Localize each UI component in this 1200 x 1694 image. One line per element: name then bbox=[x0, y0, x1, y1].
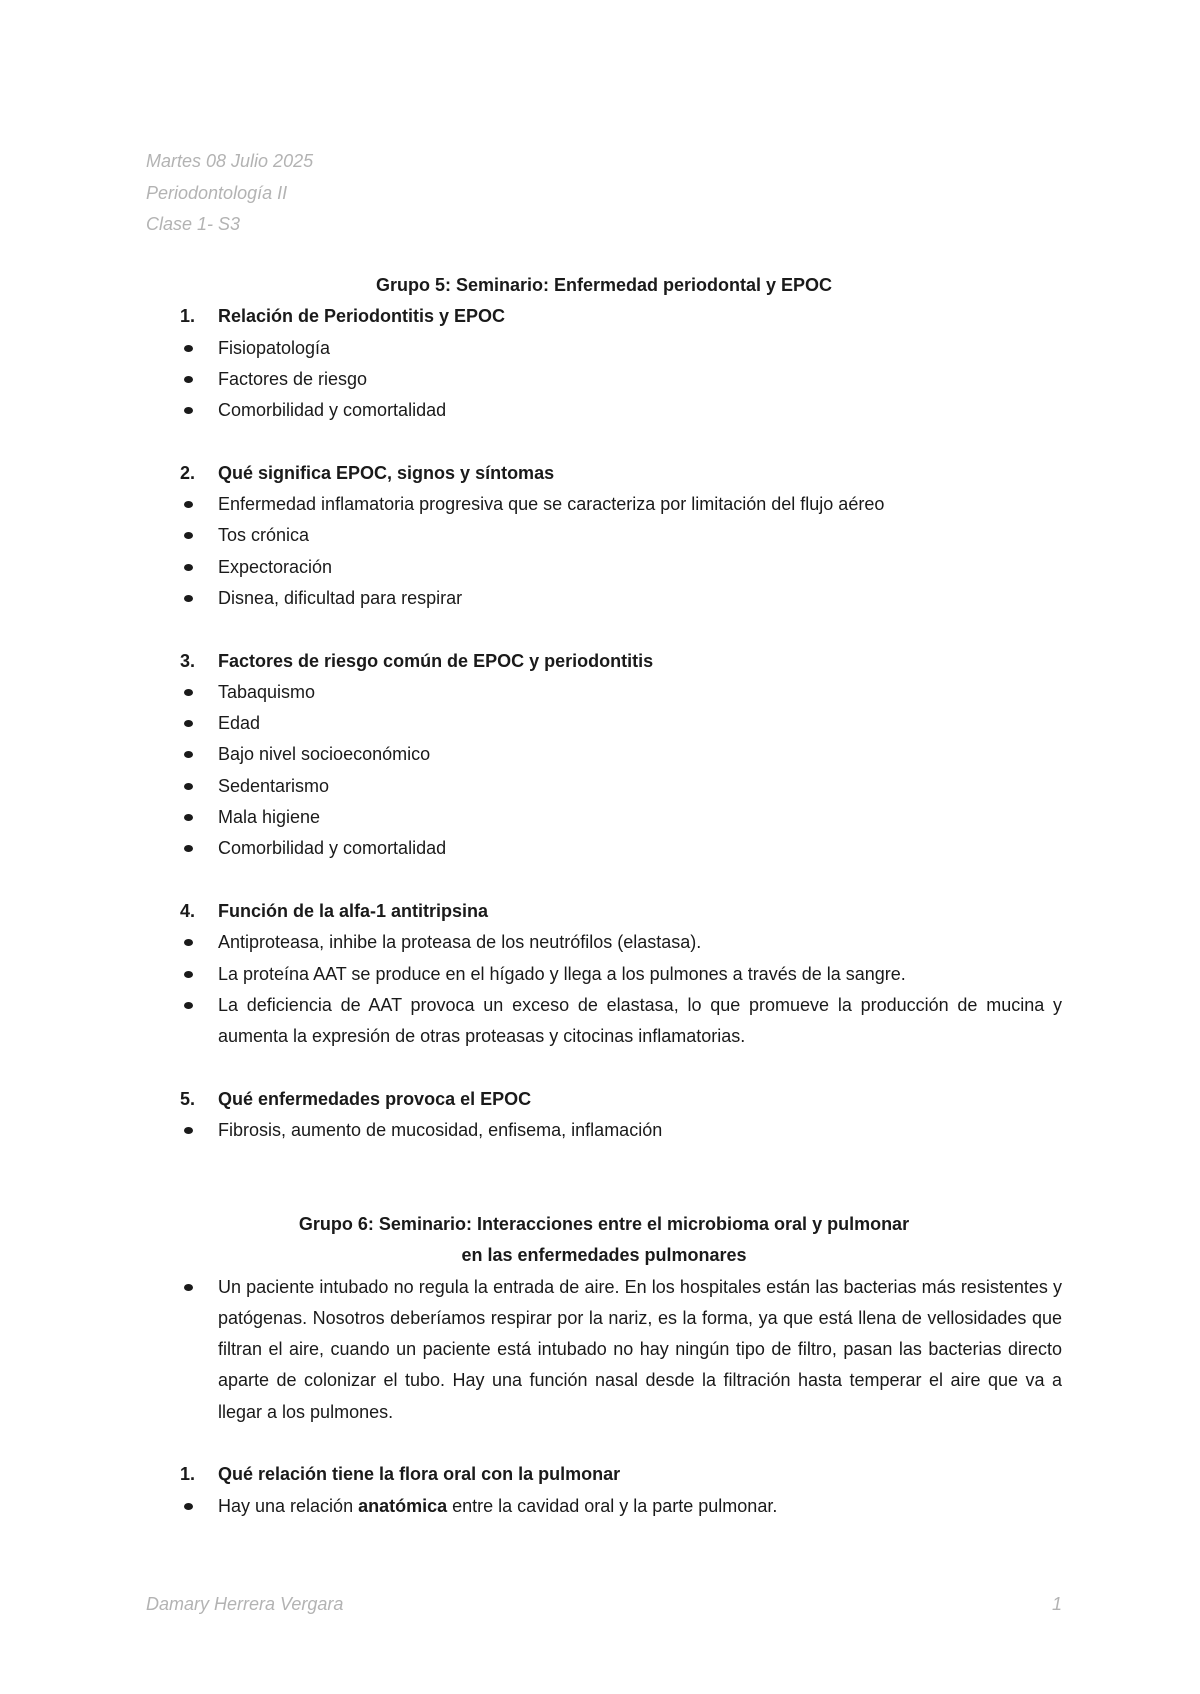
list-item: Sedentarismo bbox=[146, 771, 1062, 802]
list-item: Tabaquismo bbox=[146, 677, 1062, 708]
section-heading bbox=[146, 646, 1062, 677]
bullet-icon bbox=[184, 971, 193, 978]
section-heading bbox=[146, 458, 1062, 489]
page-number: 1 bbox=[1051, 1594, 1062, 1614]
list-item: Mala higiene bbox=[146, 802, 1062, 833]
bullet-icon bbox=[184, 532, 193, 539]
bullet-icon bbox=[184, 783, 193, 790]
section-heading bbox=[146, 896, 1062, 927]
list-item: La proteína AAT se produce en el hígado y llega a los pulmones a través de la sangre. bbox=[146, 959, 1062, 990]
header-class: Clase 1- S3 bbox=[146, 214, 241, 234]
bullet-icon bbox=[184, 1284, 193, 1291]
bullet-icon bbox=[184, 407, 193, 414]
header-date: Martes 08 Julio 2025 bbox=[146, 151, 314, 171]
list-item: La deficiencia de AAT provoca un exceso de elastasa, lo que promueve la producción de mucina y aumenta la expresión de otras proteasas y citocinas inflamatorias. bbox=[146, 990, 1062, 1053]
bullet-icon bbox=[184, 376, 193, 383]
list-item: Hay una relación anatómica entre la cavidad oral y la parte pulmonar. bbox=[146, 1491, 1062, 1522]
section-number: 1. bbox=[180, 306, 196, 327]
section-heading bbox=[146, 1084, 1062, 1115]
section-number: 5. bbox=[180, 1088, 196, 1109]
section-title: Qué significa EPOC, signos y síntomas bbox=[218, 462, 555, 483]
footer-author: Damary Herrera Vergara bbox=[146, 1594, 344, 1614]
bullet-list bbox=[146, 333, 1062, 427]
section-number: 4. bbox=[180, 900, 196, 921]
bold-term: anatómica bbox=[358, 1495, 448, 1516]
bullet-list bbox=[146, 677, 1062, 865]
bullet-list bbox=[146, 927, 1062, 1052]
section-title: Qué enfermedades provoca el EPOC bbox=[218, 1088, 532, 1109]
page-header bbox=[146, 146, 313, 241]
bullet-icon bbox=[184, 751, 193, 758]
list-item: Enfermedad inflamatoria progresiva que se caracteriza por limitación del flujo aéreo bbox=[146, 489, 1062, 520]
page-footer bbox=[146, 1594, 1062, 1615]
bullet-icon bbox=[184, 814, 193, 821]
list-item: Bajo nivel socioeconómico bbox=[146, 739, 1062, 770]
section-heading bbox=[146, 1459, 1062, 1490]
bullet-icon bbox=[184, 720, 193, 727]
section-title: Relación de Periodontitis y EPOC bbox=[218, 306, 506, 327]
section-number: 1. bbox=[180, 1464, 196, 1485]
bullet-icon bbox=[184, 501, 193, 508]
bullet-icon bbox=[184, 939, 193, 946]
group6-title-line2: en las enfermedades pulmonares bbox=[461, 1245, 747, 1266]
bullet-list bbox=[146, 1491, 1062, 1522]
section-number: 3. bbox=[180, 650, 196, 671]
list-item: Disnea, dificultad para respirar bbox=[146, 583, 1062, 614]
bullet-icon bbox=[184, 1002, 193, 1009]
group5-title: Grupo 5: Seminario: Enfermedad periodontal y EPOC bbox=[375, 275, 833, 295]
list-item: Tos crónica bbox=[146, 520, 1062, 551]
document-body bbox=[146, 270, 1062, 1522]
list-item: Un paciente intubado no regula la entrada de aire. En los hospitales están las bacterias más resistentes y patógenas. Nosotros deberíamos respirar por la nariz, es la forma, ya que está llena de vellosidades que filtran el aire, cuando un paciente está intubado no hay ningún tipo de filtro, pasan las bacterias directo aparte de colonizar el tubo. Hay una función nasal desde la filtración hasta temperar el aire que va a llegar a los pulmones. bbox=[146, 1272, 1062, 1428]
section-number: 2. bbox=[180, 462, 196, 483]
bullet-icon bbox=[184, 689, 193, 696]
header-course: Periodontología II bbox=[146, 182, 288, 203]
list-item: Factores de riesgo bbox=[146, 364, 1062, 395]
list-item: Comorbilidad y comortalidad bbox=[146, 395, 1062, 426]
list-item: Comorbilidad y comortalidad bbox=[146, 833, 1062, 864]
bullet-icon bbox=[184, 345, 193, 352]
bullet-icon bbox=[184, 564, 193, 571]
bullet-icon bbox=[184, 845, 193, 852]
bullet-list bbox=[146, 1272, 1062, 1428]
group6-title: Grupo 6: Seminario: Interacciones entre el microbioma oral y pulmonar bbox=[298, 1213, 910, 1234]
section-title: Función de la alfa-1 antitripsina bbox=[218, 900, 489, 921]
bullet-icon bbox=[184, 1503, 193, 1510]
bullet-icon bbox=[184, 1127, 193, 1134]
bullet-list bbox=[146, 489, 1062, 614]
list-item: Fisiopatología bbox=[146, 333, 1062, 364]
section-title: Factores de riesgo común de EPOC y periodontitis bbox=[218, 650, 654, 671]
section-heading bbox=[146, 301, 1062, 332]
list-item: Antiproteasa, inhibe la proteasa de los neutrófilos (elastasa). bbox=[146, 927, 1062, 958]
list-item: Edad bbox=[146, 708, 1062, 739]
bullet-list bbox=[146, 1115, 1062, 1146]
bullet-icon bbox=[184, 595, 193, 602]
section-title: Qué relación tiene la flora oral con la pulmonar bbox=[218, 1464, 621, 1485]
list-item: Expectoración bbox=[146, 552, 1062, 583]
list-item: Fibrosis, aumento de mucosidad, enfisema, inflamación bbox=[146, 1115, 1062, 1146]
